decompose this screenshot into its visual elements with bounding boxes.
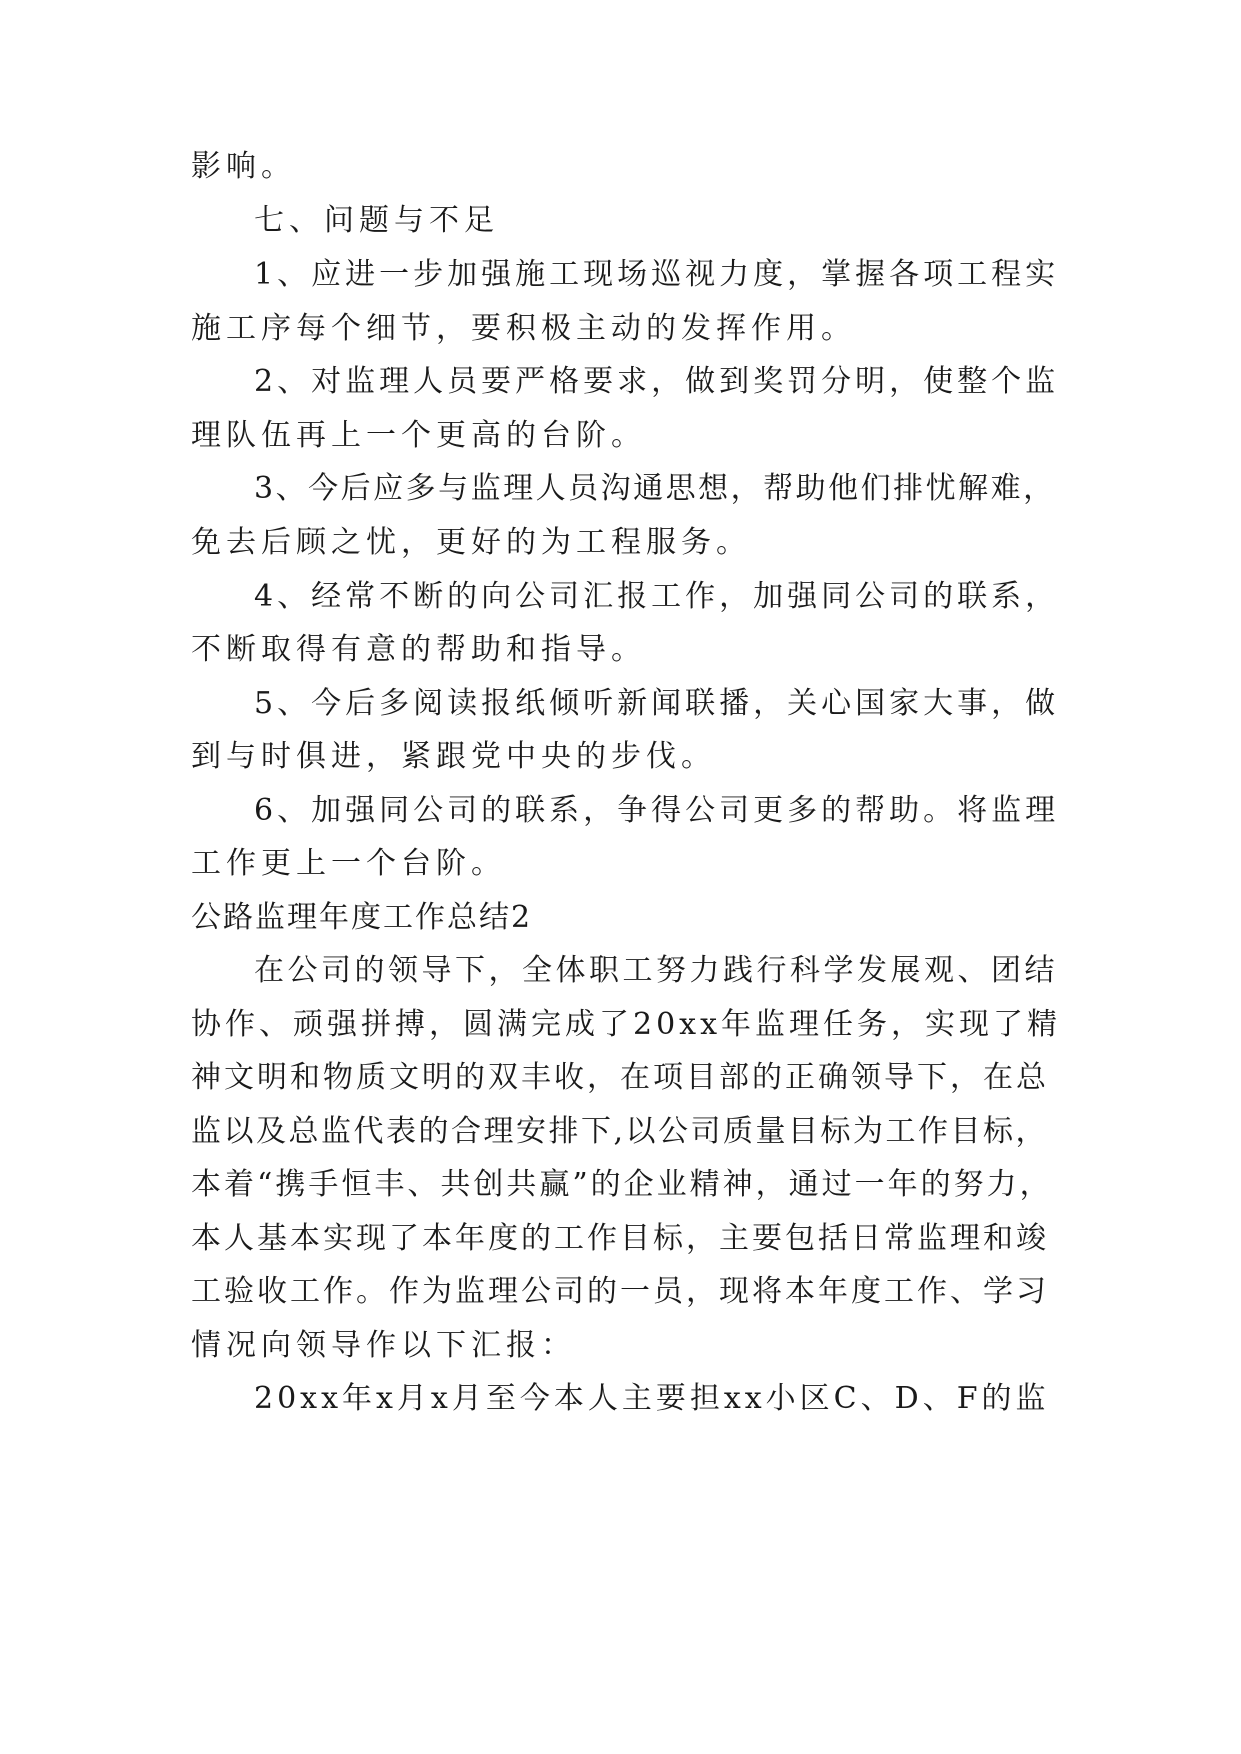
- text-line: 6、加强同公司的联系，争得公司更多的帮助。将监理: [254, 793, 1060, 828]
- text-line: 不断取得有意的帮助和指导。: [191, 632, 646, 667]
- text-line: 工作更上一个台阶。: [191, 846, 506, 881]
- text-line: 协作、顽强拼搏，圆满完成了20xx年监理任务，实现了精: [191, 1007, 1062, 1042]
- text-line: 免去后顾之忧，更好的为工程服务。: [191, 525, 751, 560]
- text-line: 工验收工作。作为监理公司的一员，现将本年度工作、学习: [191, 1274, 1049, 1309]
- section-heading: 七、问题与不足: [254, 203, 499, 238]
- text-line: 1、应进一步加强施工现场巡视力度，掌握各项工程实: [254, 257, 1060, 292]
- document-subtitle: 公路监理年度工作总结2: [191, 900, 533, 935]
- text-line: 理队伍再上一个更高的台阶。: [191, 418, 646, 453]
- text-line: 本着“携手恒丰、共创共赢”的企业精神，通过一年的努力，: [191, 1167, 1053, 1202]
- text-line: 监以及总监代表的合理安排下,以公司质量目标为工作目标，: [191, 1114, 1049, 1149]
- text-line: 情况向领导作以下汇报：: [191, 1328, 576, 1363]
- text-line: 20xx年x月x月至今本人主要担xx小区C、D、F的监: [254, 1381, 1050, 1416]
- text-line: 神文明和物质文明的双丰收，在项目部的正确领导下，在总: [191, 1060, 1049, 1095]
- text-line: 3、今后应多与监理人员沟通思想，帮助他们排忧解难，: [254, 471, 1056, 506]
- text-line: 施工序每个细节，要积极主动的发挥作用。: [191, 311, 856, 346]
- text-line: 5、今后多阅读报纸倾听新闻联播，关心国家大事，做: [254, 686, 1060, 721]
- text-line: 2、对监理人员要严格要求，做到奖罚分明，使整个监: [254, 364, 1060, 399]
- text-line: 到与时俱进，紧跟党中央的步伐。: [191, 739, 716, 774]
- text-line: 在公司的领导下，全体职工努力践行科学发展观、团结: [254, 953, 1058, 988]
- text-line: 本人基本实现了本年度的工作目标，主要包括日常监理和竣: [191, 1221, 1049, 1256]
- text-line: 影响。: [191, 149, 296, 184]
- text-line: 4、经常不断的向公司汇报工作，加强同公司的联系，: [254, 579, 1060, 614]
